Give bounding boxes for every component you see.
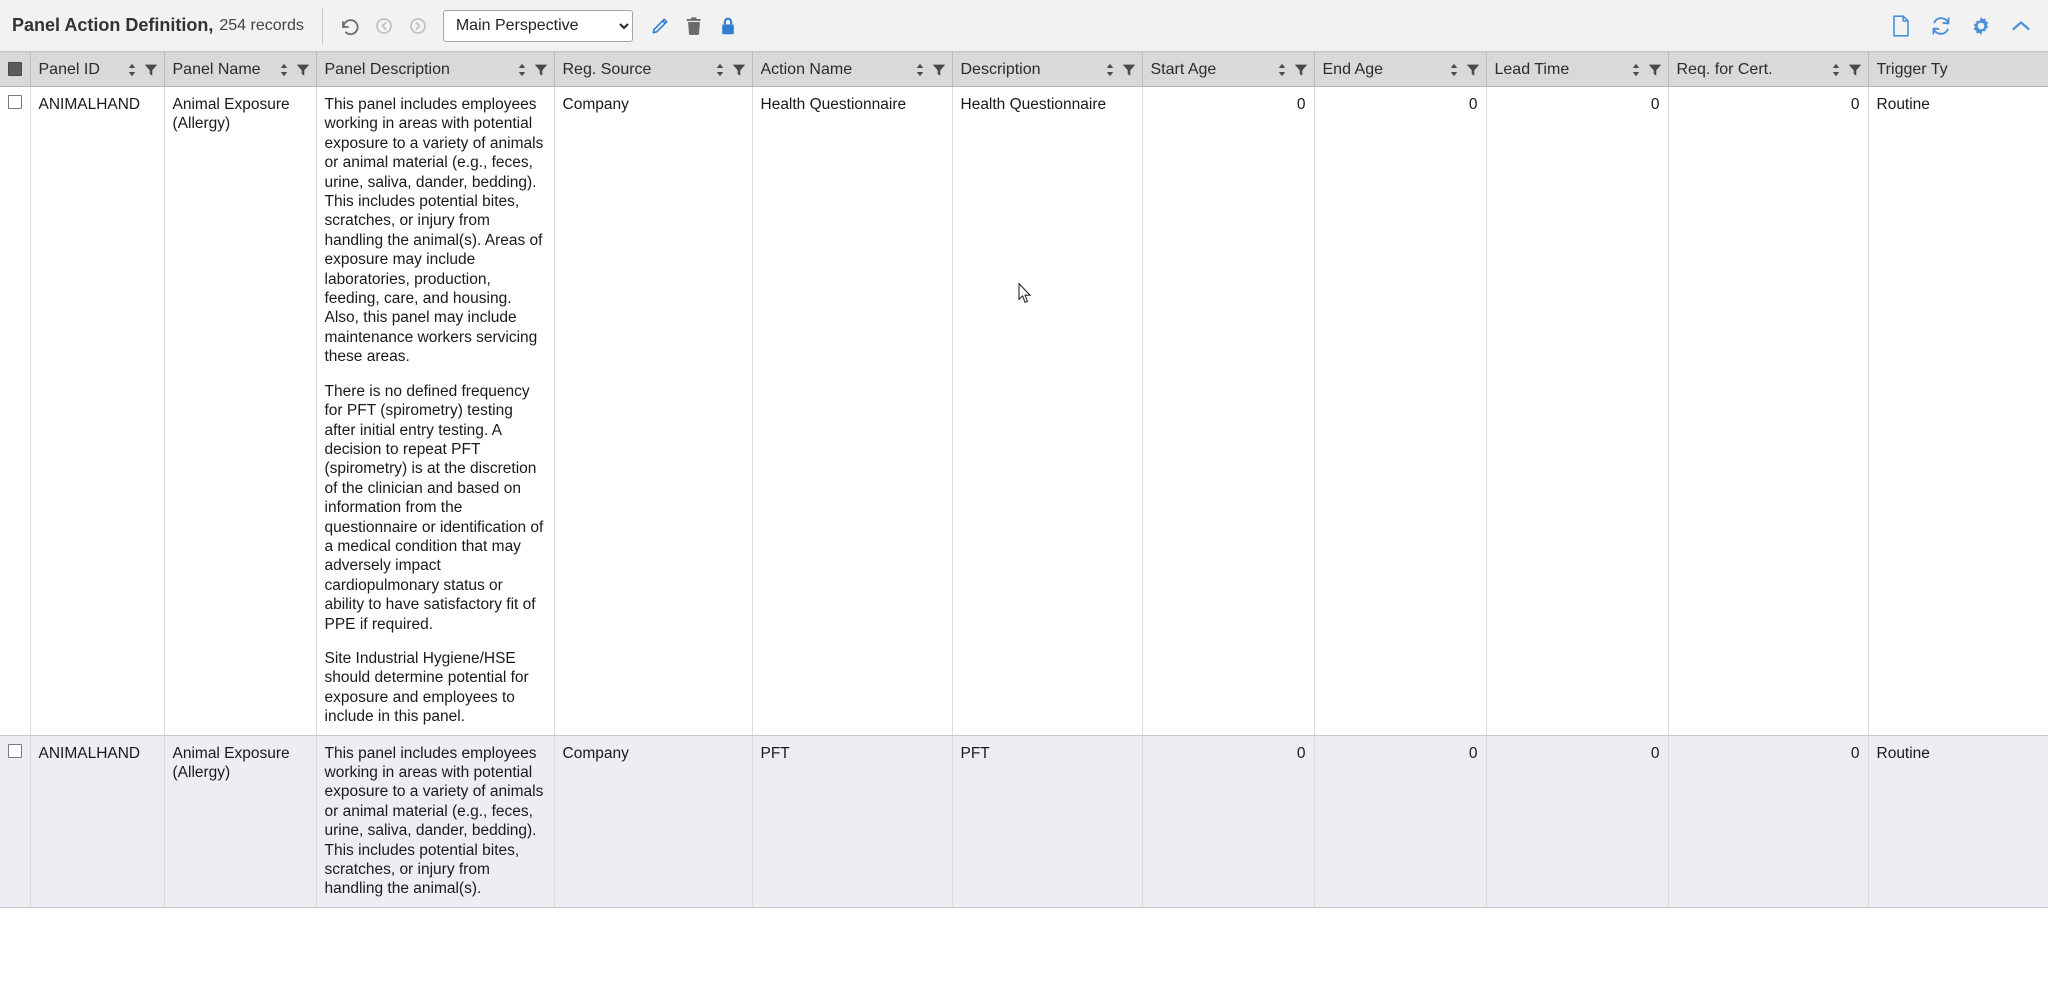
filter-icon[interactable] xyxy=(1848,63,1862,77)
grid-table xyxy=(0,52,2048,908)
toolbar-right-group xyxy=(1884,9,2038,43)
refresh-button[interactable] xyxy=(1924,9,1958,43)
filter-icon[interactable] xyxy=(1648,63,1662,77)
cell-description: PFT xyxy=(952,735,1142,907)
column-label: Panel ID xyxy=(38,60,100,78)
cell-reg-source: Company xyxy=(554,735,752,907)
cell-description: Health Questionnaire xyxy=(952,87,1142,736)
sort-icon[interactable] xyxy=(1448,63,1460,77)
cell-action-name: PFT xyxy=(752,735,952,907)
column-header-trigger-type[interactable] xyxy=(1868,53,2048,87)
cell-panel-name: Animal Exposure (Allergy) xyxy=(164,735,316,907)
back-button[interactable] xyxy=(367,9,401,43)
toolbar xyxy=(0,0,2048,52)
cell-panel-description xyxy=(316,735,554,907)
filter-icon[interactable] xyxy=(296,63,310,77)
lock-icon xyxy=(719,16,737,36)
grid-body xyxy=(0,87,2048,908)
header-row xyxy=(0,53,2048,87)
data-grid[interactable] xyxy=(0,52,2048,1007)
cell-end-age: 0 xyxy=(1314,735,1486,907)
filter-icon[interactable] xyxy=(1466,63,1480,77)
column-label: Reg. Source xyxy=(562,60,652,78)
grid-header xyxy=(0,53,2048,87)
new-record-button[interactable] xyxy=(1884,9,1918,43)
column-header-action-name[interactable] xyxy=(752,53,952,87)
page-title xyxy=(12,0,318,51)
cell-trigger-type: Routine xyxy=(1868,735,2048,907)
cell-reg-source: Company xyxy=(554,87,752,736)
record-count: 254 records xyxy=(219,16,304,34)
sort-icon[interactable] xyxy=(126,63,138,77)
cell-req-for-cert: 0 xyxy=(1668,87,1868,736)
select-all-checkbox[interactable] xyxy=(8,62,22,76)
description-paragraph: This panel includes employees working in areas with potential exposure to a variety of animals or animal material (e.g., feces, urine, saliva, dander, bedding). This includes potential bites, scratches, or injury from handling the animal(s). Areas of exposure may include laboratories, production, feeding, care, and housing. Also, this panel may include maintenance workers servicing these areas. xyxy=(324,96,544,366)
column-header-panel-id[interactable] xyxy=(30,53,164,87)
forward-icon xyxy=(409,17,427,35)
toolbar-divider xyxy=(322,8,323,44)
perspective-select[interactable] xyxy=(443,10,633,42)
forward-button[interactable] xyxy=(401,9,435,43)
cell-lead-time: 0 xyxy=(1486,735,1668,907)
filter-icon[interactable] xyxy=(932,63,946,77)
filter-icon[interactable] xyxy=(534,63,548,77)
cell-panel-id: ANIMALHAND xyxy=(30,87,164,736)
sort-icon[interactable] xyxy=(1276,63,1288,77)
sort-icon[interactable] xyxy=(914,63,926,77)
sort-icon[interactable] xyxy=(1830,63,1842,77)
column-label: Panel Name xyxy=(172,60,261,78)
sort-icon[interactable] xyxy=(1630,63,1642,77)
lock-button[interactable] xyxy=(711,9,745,43)
column-header-select-all[interactable] xyxy=(0,53,30,87)
column-label: Req. for Cert. xyxy=(1676,60,1773,78)
column-label: Panel Description xyxy=(324,60,450,78)
undo-button[interactable] xyxy=(333,9,367,43)
cell-end-age: 0 xyxy=(1314,87,1486,736)
column-header-end-age[interactable] xyxy=(1314,53,1486,87)
sort-icon[interactable] xyxy=(516,63,528,77)
pencil-icon xyxy=(650,16,670,36)
undo-icon xyxy=(339,15,361,37)
cell-panel-id: ANIMALHAND xyxy=(30,735,164,907)
description-paragraph: Site Industrial Hygiene/HSE should determine potential for exposure and employees to include in this panel. xyxy=(324,649,529,726)
trash-icon xyxy=(685,16,703,36)
sort-icon[interactable] xyxy=(1104,63,1116,77)
column-header-reg-source[interactable] xyxy=(554,53,752,87)
cell-req-for-cert: 0 xyxy=(1668,735,1868,907)
description-paragraph: This panel includes employees working in areas with potential exposure to a variety of animals or animal material (e.g., feces, urine, saliva, dander, bedding). This includes potential bites, scratches, or injury from handling the animal(s). xyxy=(324,744,544,898)
refresh-icon xyxy=(1930,15,1952,37)
filter-icon[interactable] xyxy=(732,63,746,77)
page-title-text: Panel Action Definition, xyxy=(12,15,214,35)
redo-icon xyxy=(375,17,393,35)
row-checkbox[interactable] xyxy=(8,744,22,758)
column-label: Action Name xyxy=(760,60,853,78)
filter-icon[interactable] xyxy=(144,63,158,77)
settings-button[interactable] xyxy=(1964,9,1998,43)
filter-icon[interactable] xyxy=(1294,63,1308,77)
cell-panel-description xyxy=(316,87,554,736)
column-label: Trigger Ty xyxy=(1876,60,1948,78)
table-row[interactable] xyxy=(0,87,2048,736)
row-select-cell[interactable] xyxy=(0,735,30,907)
cell-lead-time: 0 xyxy=(1486,87,1668,736)
row-checkbox[interactable] xyxy=(8,95,22,109)
edit-button[interactable] xyxy=(643,9,677,43)
column-label: End Age xyxy=(1322,60,1383,78)
sort-icon[interactable] xyxy=(278,63,290,77)
column-header-description[interactable] xyxy=(952,53,1142,87)
column-header-start-age[interactable] xyxy=(1142,53,1314,87)
cell-trigger-type: Routine xyxy=(1868,87,2048,736)
cell-start-age: 0 xyxy=(1142,735,1314,907)
chevron-up-icon xyxy=(2010,17,2032,35)
row-select-cell[interactable] xyxy=(0,87,30,736)
table-row[interactable] xyxy=(0,735,2048,907)
gear-icon xyxy=(1970,15,1992,37)
description-paragraph: There is no defined frequency for PFT (spirometry) testing after initial entry testing. A decision to repeat PFT (spirometry) is at the discretion of the clinician and based on information from the questionnaire or identification of a medical condition that may adversely impact cardiopulmonary status or ability to have satisfactory fit of PPE if required. xyxy=(324,382,544,633)
new-document-icon xyxy=(1890,14,1912,38)
column-header-req-for-cert[interactable] xyxy=(1668,53,1868,87)
sort-icon[interactable] xyxy=(714,63,726,77)
column-header-panel-name[interactable] xyxy=(164,53,316,87)
column-label: Start Age xyxy=(1150,60,1217,78)
filter-icon[interactable] xyxy=(1122,63,1136,77)
cell-panel-name: Animal Exposure (Allergy) xyxy=(164,87,316,736)
collapse-panel-button[interactable] xyxy=(2004,9,2038,43)
column-header-lead-time[interactable] xyxy=(1486,53,1668,87)
column-label: Lead Time xyxy=(1494,60,1570,78)
column-header-panel-description[interactable] xyxy=(316,53,554,87)
cell-start-age: 0 xyxy=(1142,87,1314,736)
column-label: Description xyxy=(960,60,1041,78)
delete-button[interactable] xyxy=(677,9,711,43)
cell-action-name: Health Questionnaire xyxy=(752,87,952,736)
